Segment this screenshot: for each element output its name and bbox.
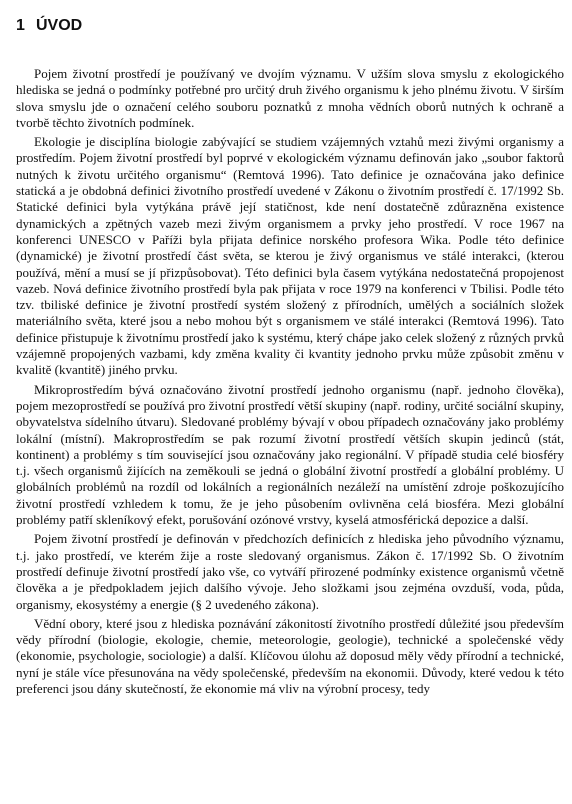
chapter-title: ÚVOD	[36, 17, 83, 34]
chapter-number: 1	[16, 17, 25, 34]
paragraph-definition: Pojem životní prostředí je používaný ve dvojím významu. V užším slova smyslu z ekologického hlediska se jedná o podmínky potřebné pro určitý druh živého organismu k jeho plnému životu. V širším slova smyslu jde o označení celého souboru poznatků z mnoha vědních oborů nutných k ochraně a tvorbě těchto životních podmínek.	[16, 66, 564, 130]
chapter-heading	[16, 16, 564, 36]
paragraph-ecology: Ekologie je disciplína biologie zabývající se studiem vzájemných vztahů mezi živými organismy a prostředím. Pojem životní prostředí byl poprvé v ekologickém významu definován jako „soubor faktorů nutných k životu určitého organismu“ (Remtová 1996). Tato definice je označována jako definice statická a je obdobná definici životního prostředí uvedené v Zákonu o životním prostředí č. 17/1992 Sb. Statické definici byla vytýkána právě její statičnost, kde není dostatečně zdůrazněna existence dynamických a zpětných vazeb mezi živým organismem a prvky jeho prostředí. V roce 1967 na konferenci UNESCO v Paříži byla přijata definice norského profesora Wika. Podle této definice (dynamické) je životní prostředí část světa, se kterou je živý organismus ve stálé interakci, (kterou používá, mění a musí se jí přizpůsobovat). Této definici byla časem vytýkána nedostatečná propojenost vazeb. Nová definice životního prostředí byla pak přijata v roce 1979 na konferenci v Tbilisi. Podle této tzv. tbiliské definice je životní prostředí systém složený z přírodních, umělých a sociálních složek materiálního světa, které jsou a nebo mohou být s organismem ve stálé interakci (Remtová 1996). Tato definice přistupuje k životnímu prostředí jako k systému, který chápe jako celek složený z různých prvků vzájemně propojených vazbami, kdy změna kvality či kvantity jednoho prvku může způsobit změnu v kvalitě (kvantitě) jiného prvku.	[16, 134, 564, 378]
paragraph-law-definition: Pojem životní prostředí je definován v předchozích definicích z hlediska jeho původního významu, t.j. jako prostředí, ve kterém žije a roste sledovaný organismus. Zákon č. 17/1992 Sb. O životním prostředí definuje životní prostředí jako vše, co vytváří přirozené podmínky existence organismů včetně člověka a je předpokladem jejich dalšího vývoje. Jeho složkami jsou zejména ovzduší, voda, půda, organismy, ekosystémy a energie (§ 2 uvedeného zákona).	[16, 531, 564, 612]
paragraph-scientific-fields: Vědní obory, které jsou z hlediska poznávání zákonitostí životního prostředí důležité jsou především vědy přírodní (biologie, ekologie, chemie, meteorologie, geologie), technické a společenské vědy (ekonomie, psychologie, sociologie) a další. Klíčovou úlohu až doposud měly vědy přírodní a technické, nyní je stále více přesunována na vědy společenské, především na ekonomii. Důvody, které vedou k této preferenci jsou dány skutečností, že ekonomie má vliv na výrobní procesy, tedy	[16, 615, 564, 696]
paragraph-environment-scales: Mikroprostředím bývá označováno životní prostředí jednoho organismu (např. jednoho člověka), pojem mezoprostředí se používá pro životní prostředí větší skupiny (např. rodiny, určité sociální skupiny, obyvatelstva sídelního útvaru). Sledované problémy bývají v obou případech označovány jako problémy lokální (místní). Makroprostředím se pak rozumí životní prostředí větších skupin jedinců (stát, kontinent) a problémy s tím související jsou označovány jako regionální. V případě studia celé biosféry t.j. všech organismů žijících na zeměkouli se jedná o globální životní prostředí a globální problémy. U globálních problémů na rozdíl od lokálních a regionálních nezáleží na umístění zdroje poškozujícího životní prostředí vzhledem k tomu, že je jeho působením ovlivněna celá biosféra. Mezi globální problémy patří skleníkový efekt, porušování ozónové vrstvy, kyselá atmosférická depozice a další.	[16, 381, 564, 528]
